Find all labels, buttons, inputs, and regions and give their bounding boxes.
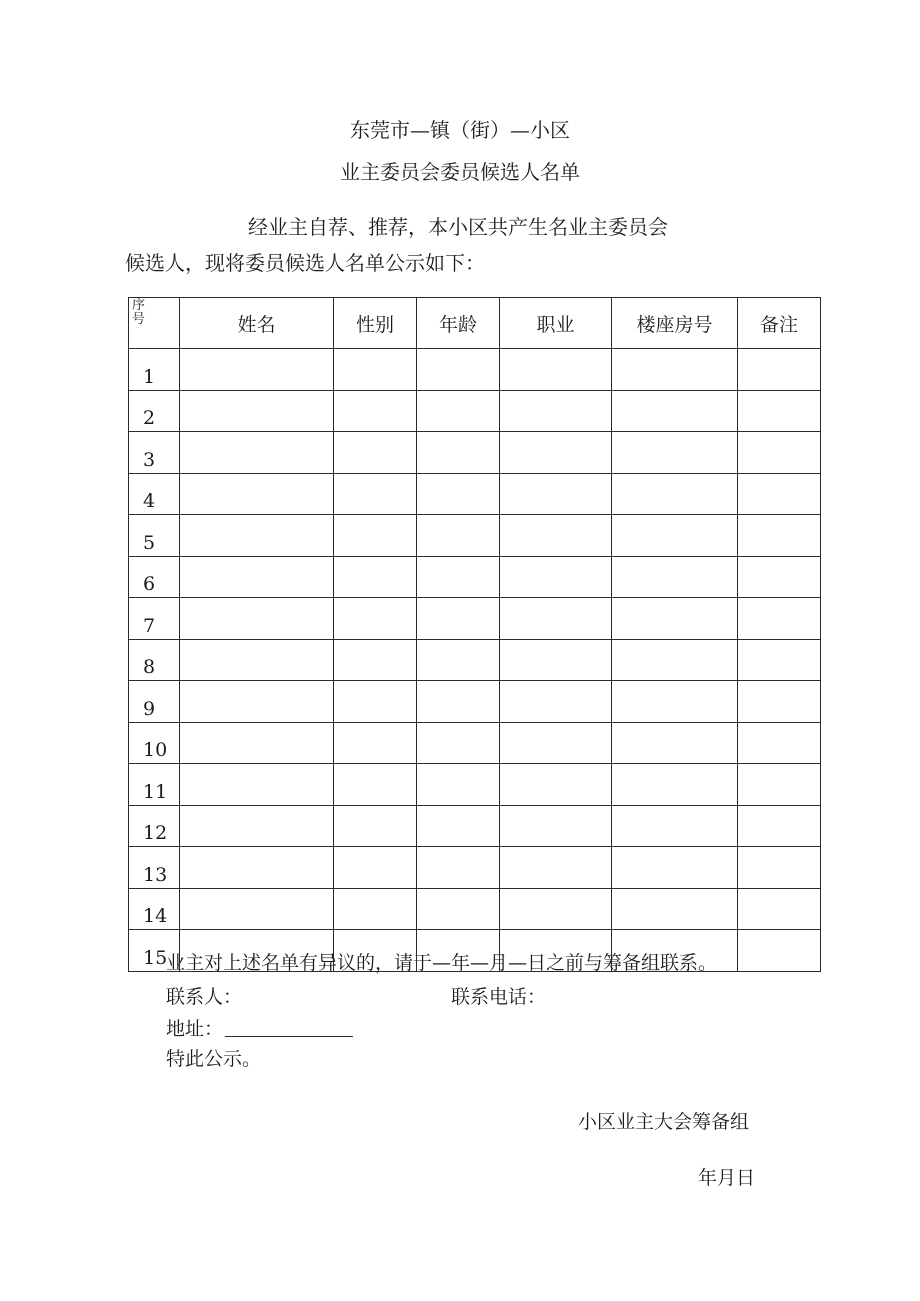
row-number: 10 — [129, 722, 180, 764]
table-cell — [500, 349, 612, 391]
notice-text: 特此公示。 — [166, 1048, 262, 1070]
table-cell — [612, 473, 738, 515]
table-cell — [612, 847, 738, 889]
table-cell — [334, 722, 417, 764]
table-cell — [500, 432, 612, 474]
table-cell — [738, 930, 821, 972]
table-cell — [180, 556, 334, 598]
table-cell — [738, 349, 821, 391]
table-row — [129, 764, 821, 806]
row-number: 11 — [129, 764, 180, 806]
table-cell — [500, 556, 612, 598]
table-cell — [738, 390, 821, 432]
table-cell — [417, 349, 500, 391]
row-number: 13 — [129, 847, 180, 889]
table-cell — [334, 349, 417, 391]
table-cell — [417, 681, 500, 723]
table-cell — [334, 515, 417, 557]
address-field — [166, 1015, 353, 1043]
table-cell — [180, 390, 334, 432]
contact-label: 联系人： — [166, 986, 243, 1008]
row-number: 8 — [129, 639, 180, 681]
row-number: 7 — [129, 598, 180, 640]
table-cell — [334, 556, 417, 598]
table-row — [129, 888, 821, 930]
table-cell — [500, 598, 612, 640]
table-cell — [180, 349, 334, 391]
header-seq: 序号 — [129, 298, 180, 349]
row-number: 9 — [129, 681, 180, 723]
table-cell — [612, 598, 738, 640]
table-header-row — [129, 298, 821, 349]
table-row — [129, 390, 821, 432]
table-cell — [500, 805, 612, 847]
table-cell — [417, 432, 500, 474]
table-cell — [500, 390, 612, 432]
table-cell — [738, 847, 821, 889]
table-row — [129, 639, 821, 681]
table-cell — [417, 888, 500, 930]
table-cell — [738, 764, 821, 806]
table-cell — [180, 639, 334, 681]
row-number: 3 — [129, 432, 180, 474]
table-cell — [417, 847, 500, 889]
table-cell — [612, 681, 738, 723]
table-cell — [334, 473, 417, 515]
table-cell — [334, 805, 417, 847]
row-number: 14 — [129, 888, 180, 930]
table-cell — [612, 390, 738, 432]
header-age: 年龄 — [417, 298, 500, 349]
table-cell — [417, 639, 500, 681]
header-name: 姓名 — [180, 298, 334, 349]
table-row — [129, 722, 821, 764]
table-cell — [612, 639, 738, 681]
objection-note: 业主对上述名单有异议的，请于—年—月—日之前与筹备组联系。 — [166, 952, 718, 974]
table-cell — [180, 764, 334, 806]
table-cell — [417, 805, 500, 847]
table-cell — [180, 681, 334, 723]
table-cell — [738, 473, 821, 515]
table-cell — [180, 888, 334, 930]
row-number: 4 — [129, 473, 180, 515]
table-cell — [417, 764, 500, 806]
table-cell — [334, 390, 417, 432]
table-cell — [738, 515, 821, 557]
table-cell — [612, 349, 738, 391]
document-title-line2: 业主委员会委员候选人名单 — [340, 160, 580, 184]
row-number: 15 — [129, 930, 180, 972]
address-label: 地址： — [166, 1018, 224, 1040]
table-cell — [334, 764, 417, 806]
table-row — [129, 515, 821, 557]
table-cell — [417, 556, 500, 598]
table-cell — [738, 722, 821, 764]
table-cell — [180, 847, 334, 889]
table-cell — [180, 598, 334, 640]
table-cell — [180, 805, 334, 847]
table-cell — [738, 681, 821, 723]
intro-line2: 候选人，现将委员候选人名单公示如下： — [125, 251, 485, 275]
table-cell — [612, 515, 738, 557]
table-row — [129, 473, 821, 515]
table-row — [129, 681, 821, 723]
candidate-table — [128, 297, 821, 972]
header-occupation: 职业 — [500, 298, 612, 349]
date-label: 年月日 — [698, 1167, 756, 1189]
table-row — [129, 349, 821, 391]
table-cell — [612, 764, 738, 806]
table-cell — [612, 888, 738, 930]
header-building-room: 楼座房号 — [612, 298, 738, 349]
table-cell — [334, 888, 417, 930]
table-row — [129, 598, 821, 640]
phone-label: 联系电话： — [451, 986, 547, 1008]
table-cell — [334, 681, 417, 723]
intro-line1: 经业主自荐、推荐，本小区共产生名业主委员会 — [248, 215, 668, 239]
organization-signature: 小区业主大会筹备组 — [578, 1111, 750, 1133]
table-cell — [180, 722, 334, 764]
table-cell — [500, 515, 612, 557]
row-number: 5 — [129, 515, 180, 557]
table-cell — [334, 432, 417, 474]
row-number: 6 — [129, 556, 180, 598]
table-cell — [417, 473, 500, 515]
document-title-line1: 东莞市—镇（街）—小区 — [350, 118, 570, 142]
table-cell — [417, 515, 500, 557]
address-blank-line — [225, 1016, 353, 1037]
table-row — [129, 847, 821, 889]
table-cell — [738, 639, 821, 681]
table-cell — [334, 598, 417, 640]
table-cell — [500, 847, 612, 889]
table-cell — [738, 432, 821, 474]
table-cell — [334, 847, 417, 889]
table-cell — [417, 390, 500, 432]
header-gender: 性别 — [334, 298, 417, 349]
row-number: 12 — [129, 805, 180, 847]
table-cell — [500, 639, 612, 681]
table-cell — [334, 639, 417, 681]
table-cell — [738, 598, 821, 640]
table-cell — [738, 888, 821, 930]
row-number: 2 — [129, 390, 180, 432]
header-remarks: 备注 — [738, 298, 821, 349]
table-cell — [500, 888, 612, 930]
table-cell — [500, 764, 612, 806]
table-cell — [500, 722, 612, 764]
table-cell — [500, 473, 612, 515]
table-row — [129, 432, 821, 474]
table-cell — [612, 805, 738, 847]
table-row — [129, 805, 821, 847]
table-cell — [417, 598, 500, 640]
row-number: 1 — [129, 349, 180, 391]
table-cell — [738, 805, 821, 847]
table-cell — [417, 722, 500, 764]
table-cell — [180, 515, 334, 557]
table-cell — [612, 722, 738, 764]
table-cell — [180, 432, 334, 474]
table-cell — [500, 681, 612, 723]
table-cell — [612, 556, 738, 598]
table-row — [129, 556, 821, 598]
table-cell — [612, 432, 738, 474]
table-cell — [180, 473, 334, 515]
table-cell — [738, 556, 821, 598]
